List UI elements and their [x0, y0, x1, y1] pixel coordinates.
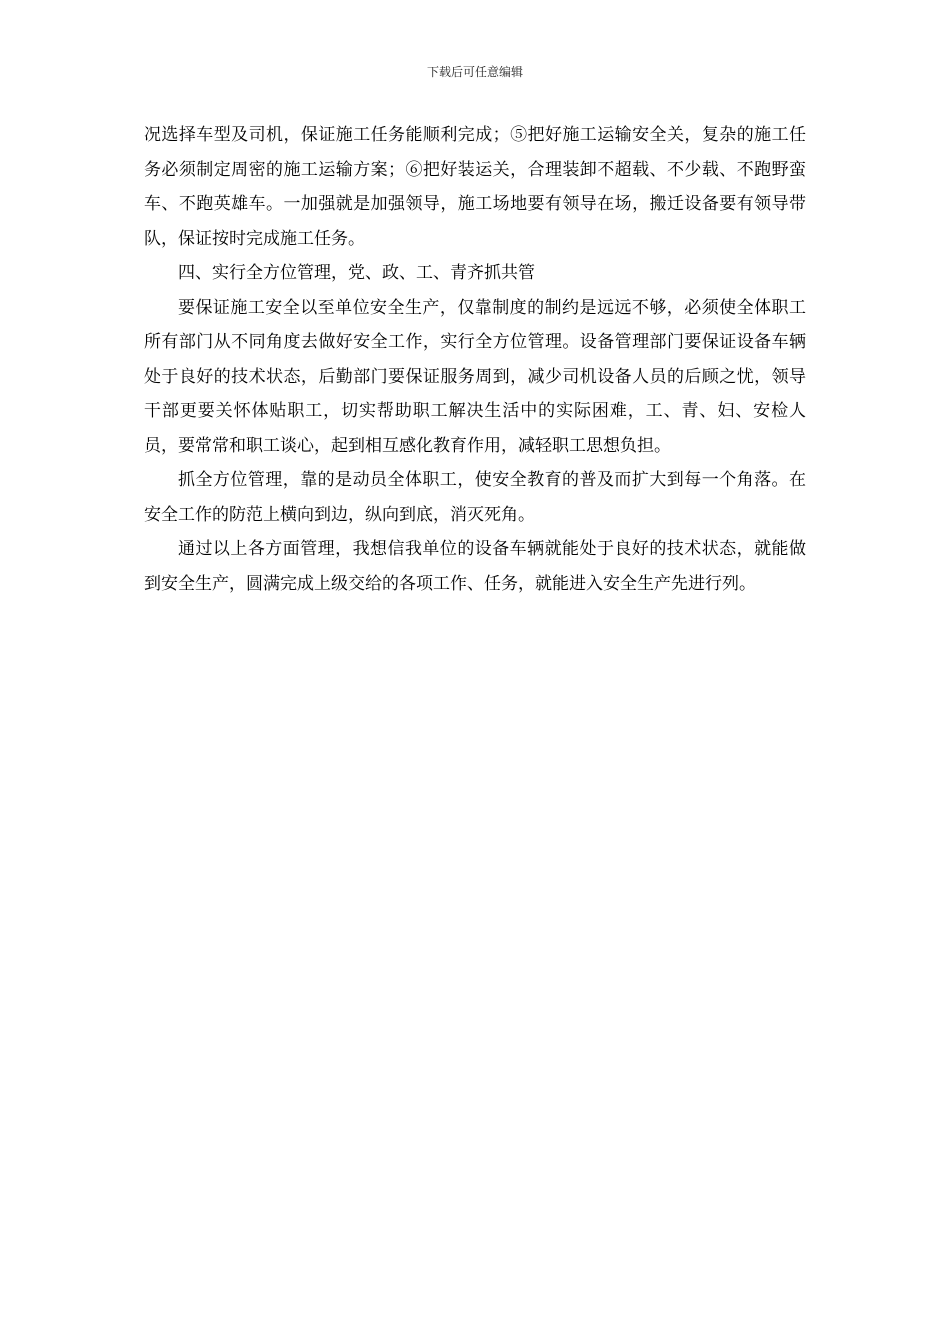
paragraph: 通过以上各方面管理，我想信我单位的设备车辆就能处于良好的技术状态，就能做到安全生产，圆满完成上级交给的各项工作、任务，就能进入安全生产先进行列。 — [144, 539, 806, 594]
paragraph-continuation: 况选择车型及司机，保证施工任务能顺利完成；⑤把好施工运输安全关，复杂的施工任务必须制定周密的施工运输方案；⑥把好装运关，合理装卸不超载、不少载、不跑野蛮车、不跑英雄车。一加强就是加强领导，施工场地要有领导在场，搬迁设备要有领导带队，保证按时完成施工任务。 — [144, 125, 806, 249]
section-heading: 四、实行全方位管理，党、政、工、青齐抓共管 — [178, 263, 535, 283]
paragraph: 抓全方位管理，靠的是动员全体职工，使安全教育的普及而扩大到每一个角落。在安全工作的防范上横向到边，纵向到底，消灭死角。 — [144, 470, 806, 525]
document-body — [144, 118, 806, 601]
page-header-note: 下载后可任意编辑 — [426, 65, 523, 79]
paragraph: 要保证施工安全以至单位安全生产，仅靠制度的制约是远远不够，必须使全体职工所有部门从不同角度去做好安全工作，实行全方位管理。设备管理部门要保证设备车辆处于良好的技术状态，后勤部门要保证服务周到，减少司机设备人员的后顾之忧，领导干部更要关怀体贴职工，切实帮助职工解决生活中的实际困难，工、青、妇、安检人员，要常常和职工谈心，起到相互感化教育作用，减轻职工思想负担。 — [144, 297, 806, 456]
